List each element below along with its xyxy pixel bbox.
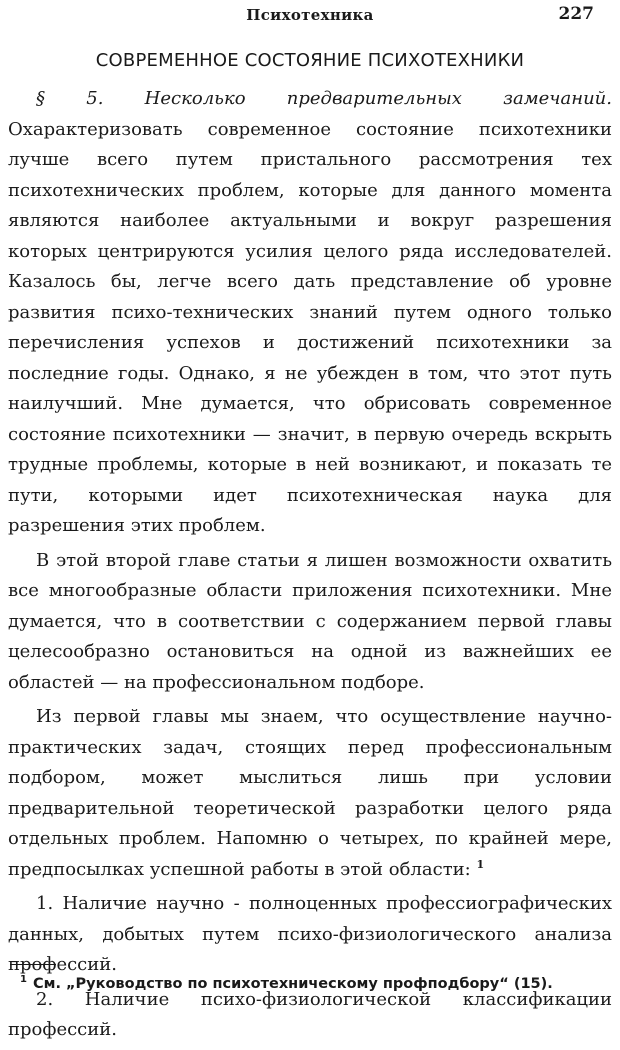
chapter-title: СОВРЕМЕННОЕ СОСТОЯНИЕ ПСИХОТЕХНИКИ [95, 50, 525, 71]
paragraph-intro-text: Охарактеризовать современное состояние психотехники лучше всего путем пристального рассмотрения тех психотехнических проблем, которые для данного момента являются наиболее актуальными и вокруг разрешения которых центрируются усилия целого ряда исследователей. Казалось бы, легче всего дать представление об уровне развития психо-технических знаний путем одного только перечисления успехов и достижений психотехники за последние годы. Однако, я не убежден в том, что этот путь наилучший. Мне думается, что обрисовать современное состояние психотехники — значит, в первую очередь вскрыть трудные проблемы, которые в ней возникают, и показать те пути, которыми идет психотехническая наука для разрешения этих проблем. [8, 118, 612, 536]
paragraph-prerequisites-text: Из первой главы мы знаем, что осуществление научно-практических задач, стоящих перед профессиональным подбором, может мыслиться лишь при условии предварительной теоретической разработки целого ряда отдельных проблем. Напомню о четырех, по крайней мере, предпосылках успешной работы в этой области: [8, 706, 612, 880]
running-head: Психотехника [246, 6, 374, 24]
paragraph-intro [8, 84, 612, 542]
footnote [20, 970, 610, 994]
footnote-text: См. „Руководство по психотехническому профподбору“ (15). [32, 975, 553, 992]
footnote-divider [10, 964, 56, 965]
list-item: 2. Наличие психо-физиологической классификации профессий. [8, 988, 612, 1040]
paragraph-prerequisites [8, 702, 612, 885]
page-header [0, 4, 620, 30]
body-text [8, 84, 612, 1050]
section-heading: § 5. Несколько предварительных замечаний. [36, 88, 612, 109]
footnote-reference[interactable]: 1 [476, 857, 485, 871]
paragraph-second-chapter: В этой второй главе статьи я лишен возможности охватить все многообразные области приложения психотехники. Мне думается, что в соответствии с содержанием первой главы целесообразно остановиться на одной из важнейших ее областей — на профессиональном подборе. [8, 549, 612, 693]
list-item: 1. Наличие научно - полноценных профессиографических данных, добытых путем психо-физиологического анализа профессий. [8, 893, 612, 975]
page-number: 227 [558, 4, 594, 24]
footnote-mark: 1 [20, 974, 27, 985]
